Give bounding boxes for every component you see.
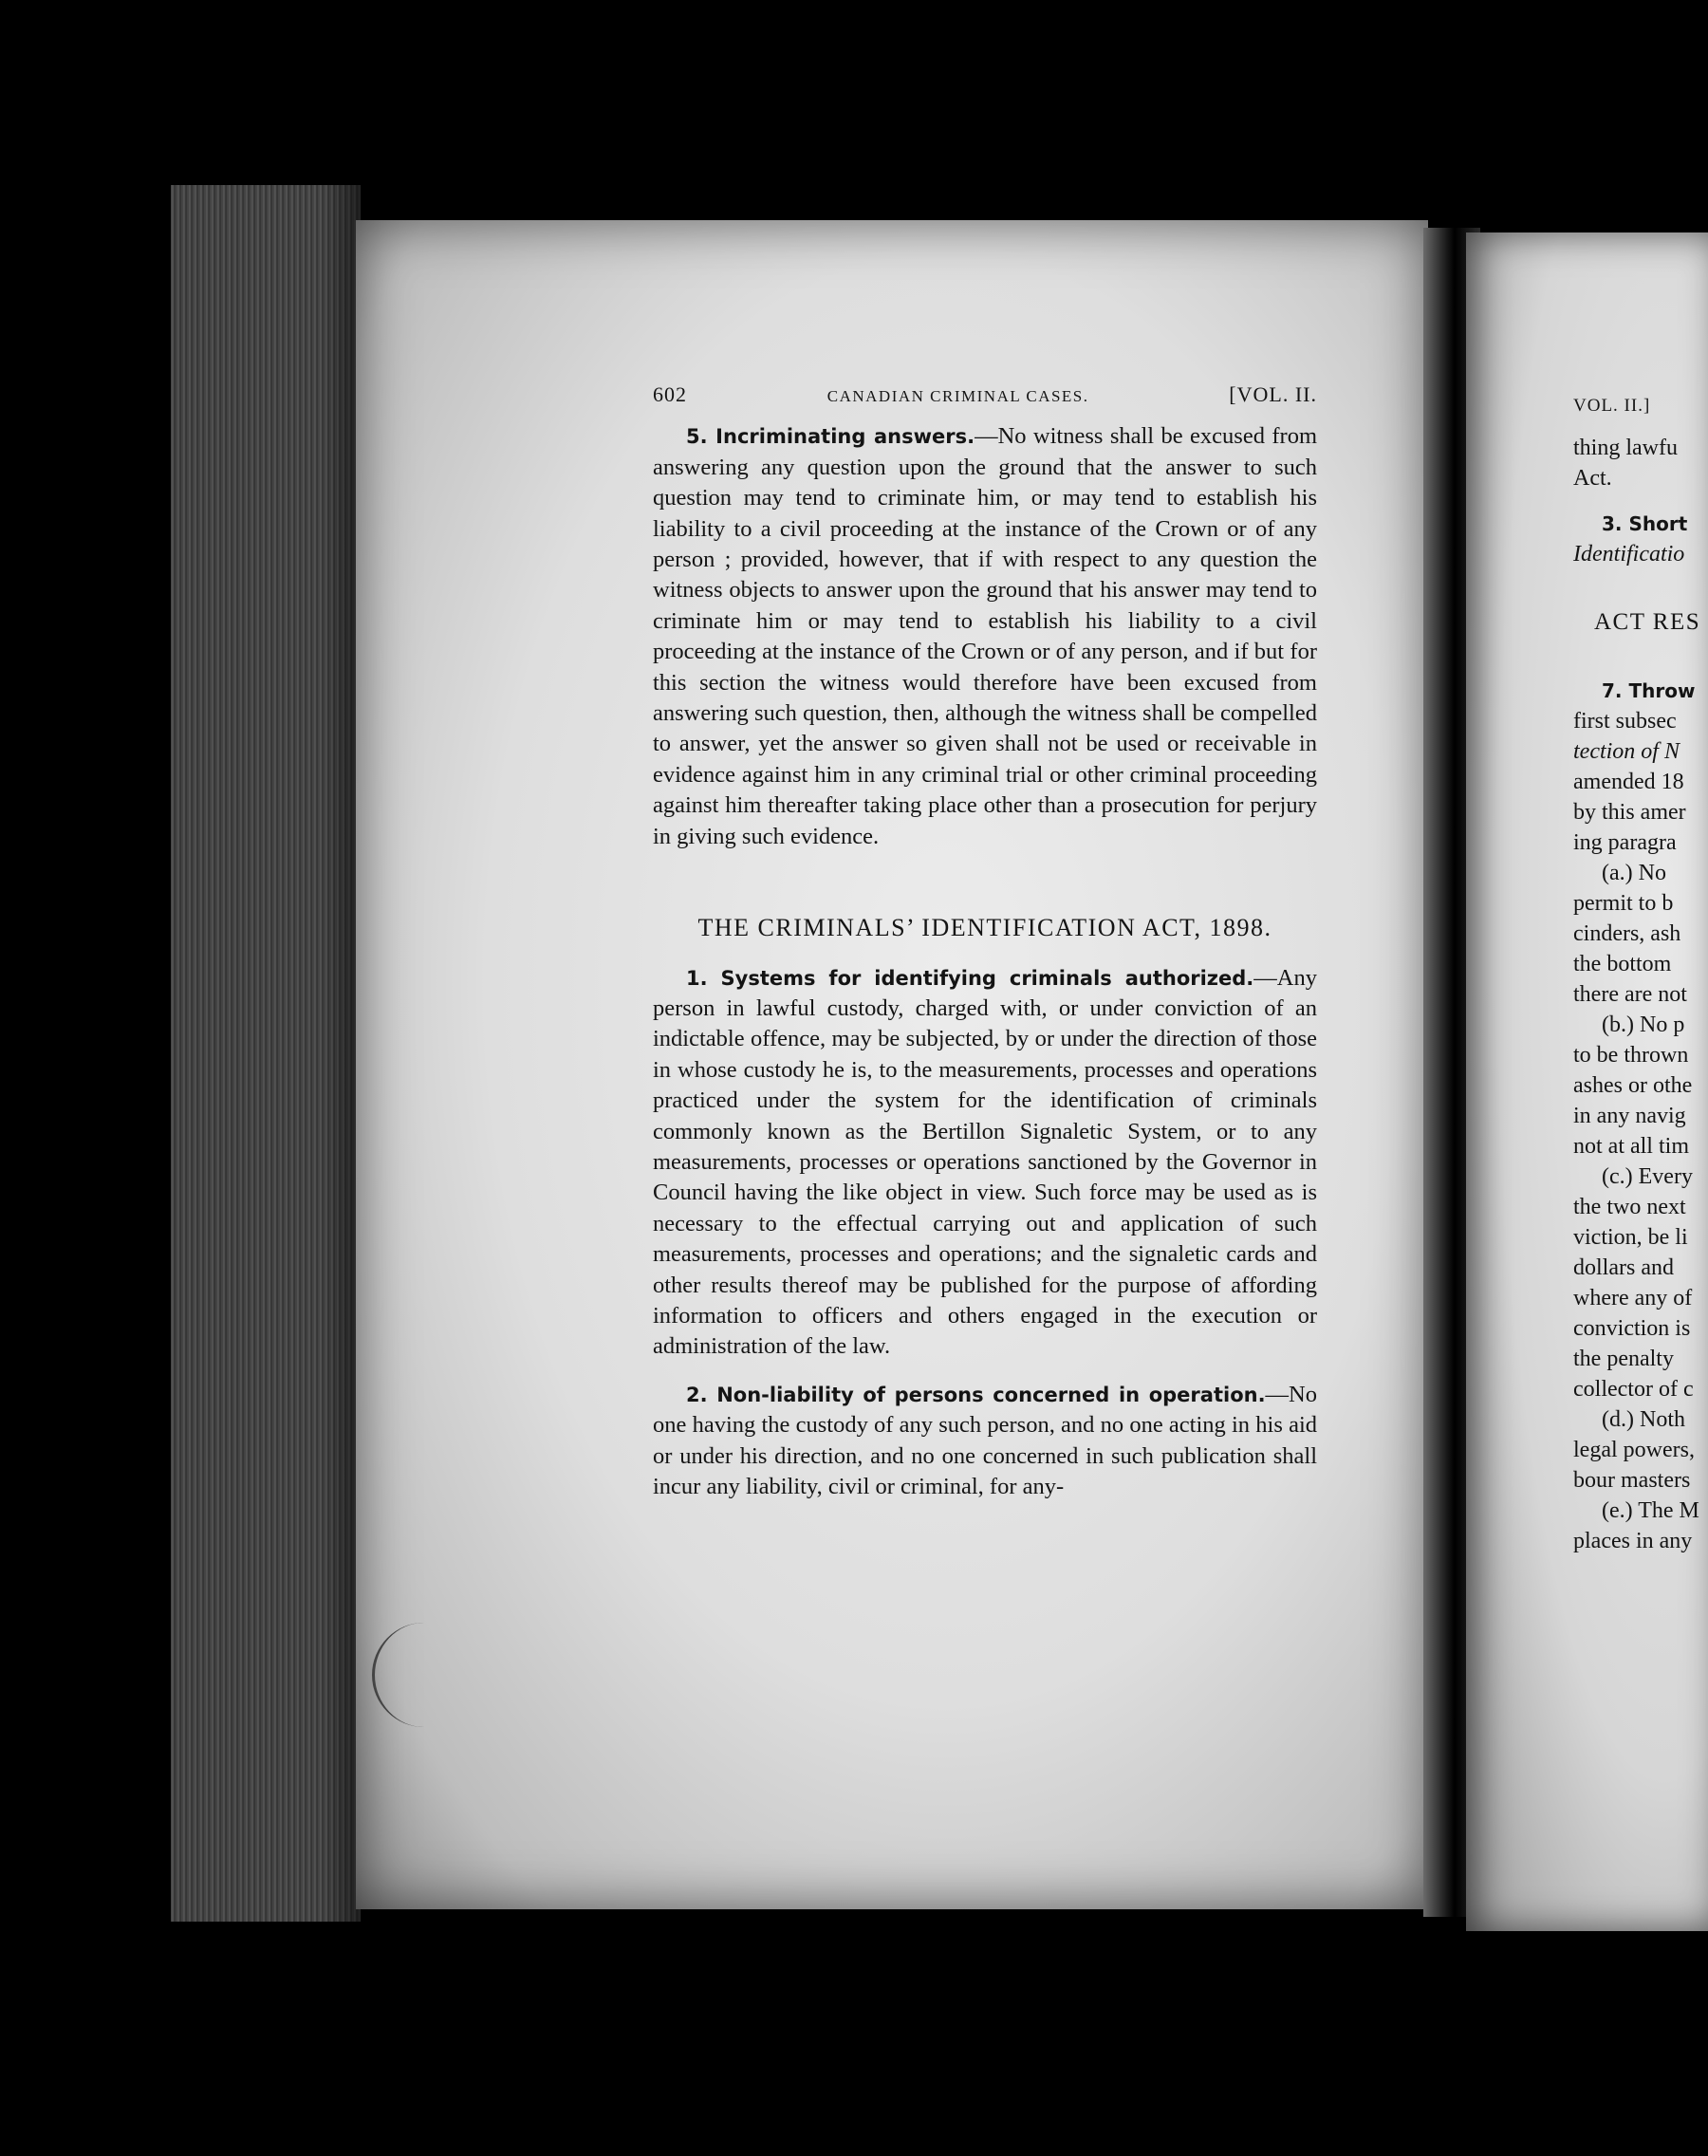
right-line: bour masters bbox=[1573, 1468, 1691, 1493]
left-page-text bbox=[653, 380, 1317, 1519]
right-line: to be thrown bbox=[1573, 1043, 1689, 1068]
right-line: by this amer bbox=[1573, 800, 1686, 825]
section-1-text: —Any person in lawful custody, charged with, or under conviction of an indictable offence, may be subjected, by or under the direction of those in whose custody he is, to the measurements, processes and operations practiced under the system for the identification of criminals commonly known as the Bertillon Signaletic System, or to any measurements, processes or operations sanctioned by the Governor in Council having the like object in view. Such force may be used as is necessary to the effectual carrying out and application of such measurements, processes and operations; and the signaletic cards and other results thereof may be published for the purpose of affording information to officers and others engaged in the execution or administration of the law. bbox=[653, 964, 1317, 1360]
section-2-heading: 2. Non-liability of persons concerned in operation. bbox=[686, 1383, 1266, 1406]
right-line: 3. Short bbox=[1602, 512, 1688, 535]
right-line: Act. bbox=[1573, 466, 1612, 491]
right-line: where any of bbox=[1573, 1286, 1693, 1310]
section-1 bbox=[653, 963, 1317, 1363]
page-number: 602 bbox=[653, 382, 687, 406]
right-line: there are not bbox=[1573, 982, 1687, 1007]
right-line: in any navig bbox=[1573, 1104, 1686, 1128]
running-title: CANADIAN CRIMINAL CASES. bbox=[826, 387, 1089, 405]
right-line: legal powers, bbox=[1573, 1438, 1695, 1462]
right-line: first subsec bbox=[1573, 709, 1677, 734]
right-line: dollars and bbox=[1573, 1255, 1674, 1280]
section-5-text: —No witness shall be excused from answering any question upon the ground that the answer to such question may tend to criminate him, or may tend to establish his liability to a civil proceeding at the instance of the Crown or of any person ; provided, however, that if with respect to any question the witness objects to answer upon the ground that his answer may tend to criminate him or may tend to establish his liability to a civil proceeding at the instance of the Crown or of any person, and if but for this section the witness would therefore have been excused from answering such question, then, although the witness shall be compelled to answer, yet the answer so given shall not be used or receivable in evidence against him in any criminal trial or other criminal proceeding against him thereafter taking place other than a prosecution for perjury in giving such evidence. bbox=[653, 423, 1318, 849]
right-line: the penalty bbox=[1573, 1347, 1674, 1371]
right-line: (d.) Noth bbox=[1602, 1407, 1685, 1432]
section-2 bbox=[653, 1380, 1317, 1503]
running-head bbox=[653, 380, 1317, 412]
right-line: (a.) No bbox=[1602, 861, 1666, 885]
right-line: the bottom bbox=[1573, 952, 1672, 976]
volume-label: [VOL. II. bbox=[1229, 382, 1317, 406]
right-line: not at all tim bbox=[1573, 1134, 1689, 1159]
right-line: ing paragra bbox=[1573, 830, 1677, 855]
right-line: the two next bbox=[1573, 1195, 1686, 1219]
section-5-heading: 5. Incriminating answers. bbox=[686, 425, 975, 449]
right-line: permit to b bbox=[1573, 891, 1674, 916]
section-1-heading: 1. Systems for identifying criminals authorized. bbox=[686, 966, 1254, 990]
right-line: 7. Throw bbox=[1602, 679, 1696, 702]
right-line: places in any bbox=[1573, 1529, 1693, 1553]
right-line: ACT RES bbox=[1594, 609, 1701, 635]
right-line: viction, be li bbox=[1573, 1225, 1688, 1250]
book-page-edges bbox=[171, 185, 361, 1922]
right-line: (e.) The M bbox=[1602, 1498, 1699, 1523]
right-line: cinders, ash bbox=[1573, 921, 1681, 946]
right-line: ashes or othe bbox=[1573, 1073, 1693, 1098]
right-line: collector of c bbox=[1573, 1377, 1694, 1402]
right-running-head: VOL. II.] bbox=[1573, 396, 1651, 416]
right-line: (b.) No p bbox=[1602, 1013, 1685, 1037]
act-title: THE CRIMINALS’ IDENTIFICATION ACT, 1898. bbox=[697, 914, 1272, 942]
right-line: conviction is bbox=[1573, 1316, 1691, 1341]
right-line: tection of N bbox=[1573, 739, 1680, 764]
section-2-text: —No one having the custody of any such person, and no one acting in his aid or under his direction, and no one concerned in such publication shall incur any liability, civil or criminal, for any- bbox=[653, 1381, 1317, 1499]
right-line: Identificatio bbox=[1573, 542, 1685, 567]
right-line: amended 18 bbox=[1573, 770, 1684, 794]
right-line: thing lawfu bbox=[1573, 436, 1678, 460]
right-page-text bbox=[1573, 391, 1708, 1556]
right-line: (c.) Every bbox=[1602, 1164, 1693, 1189]
section-5 bbox=[653, 421, 1317, 852]
